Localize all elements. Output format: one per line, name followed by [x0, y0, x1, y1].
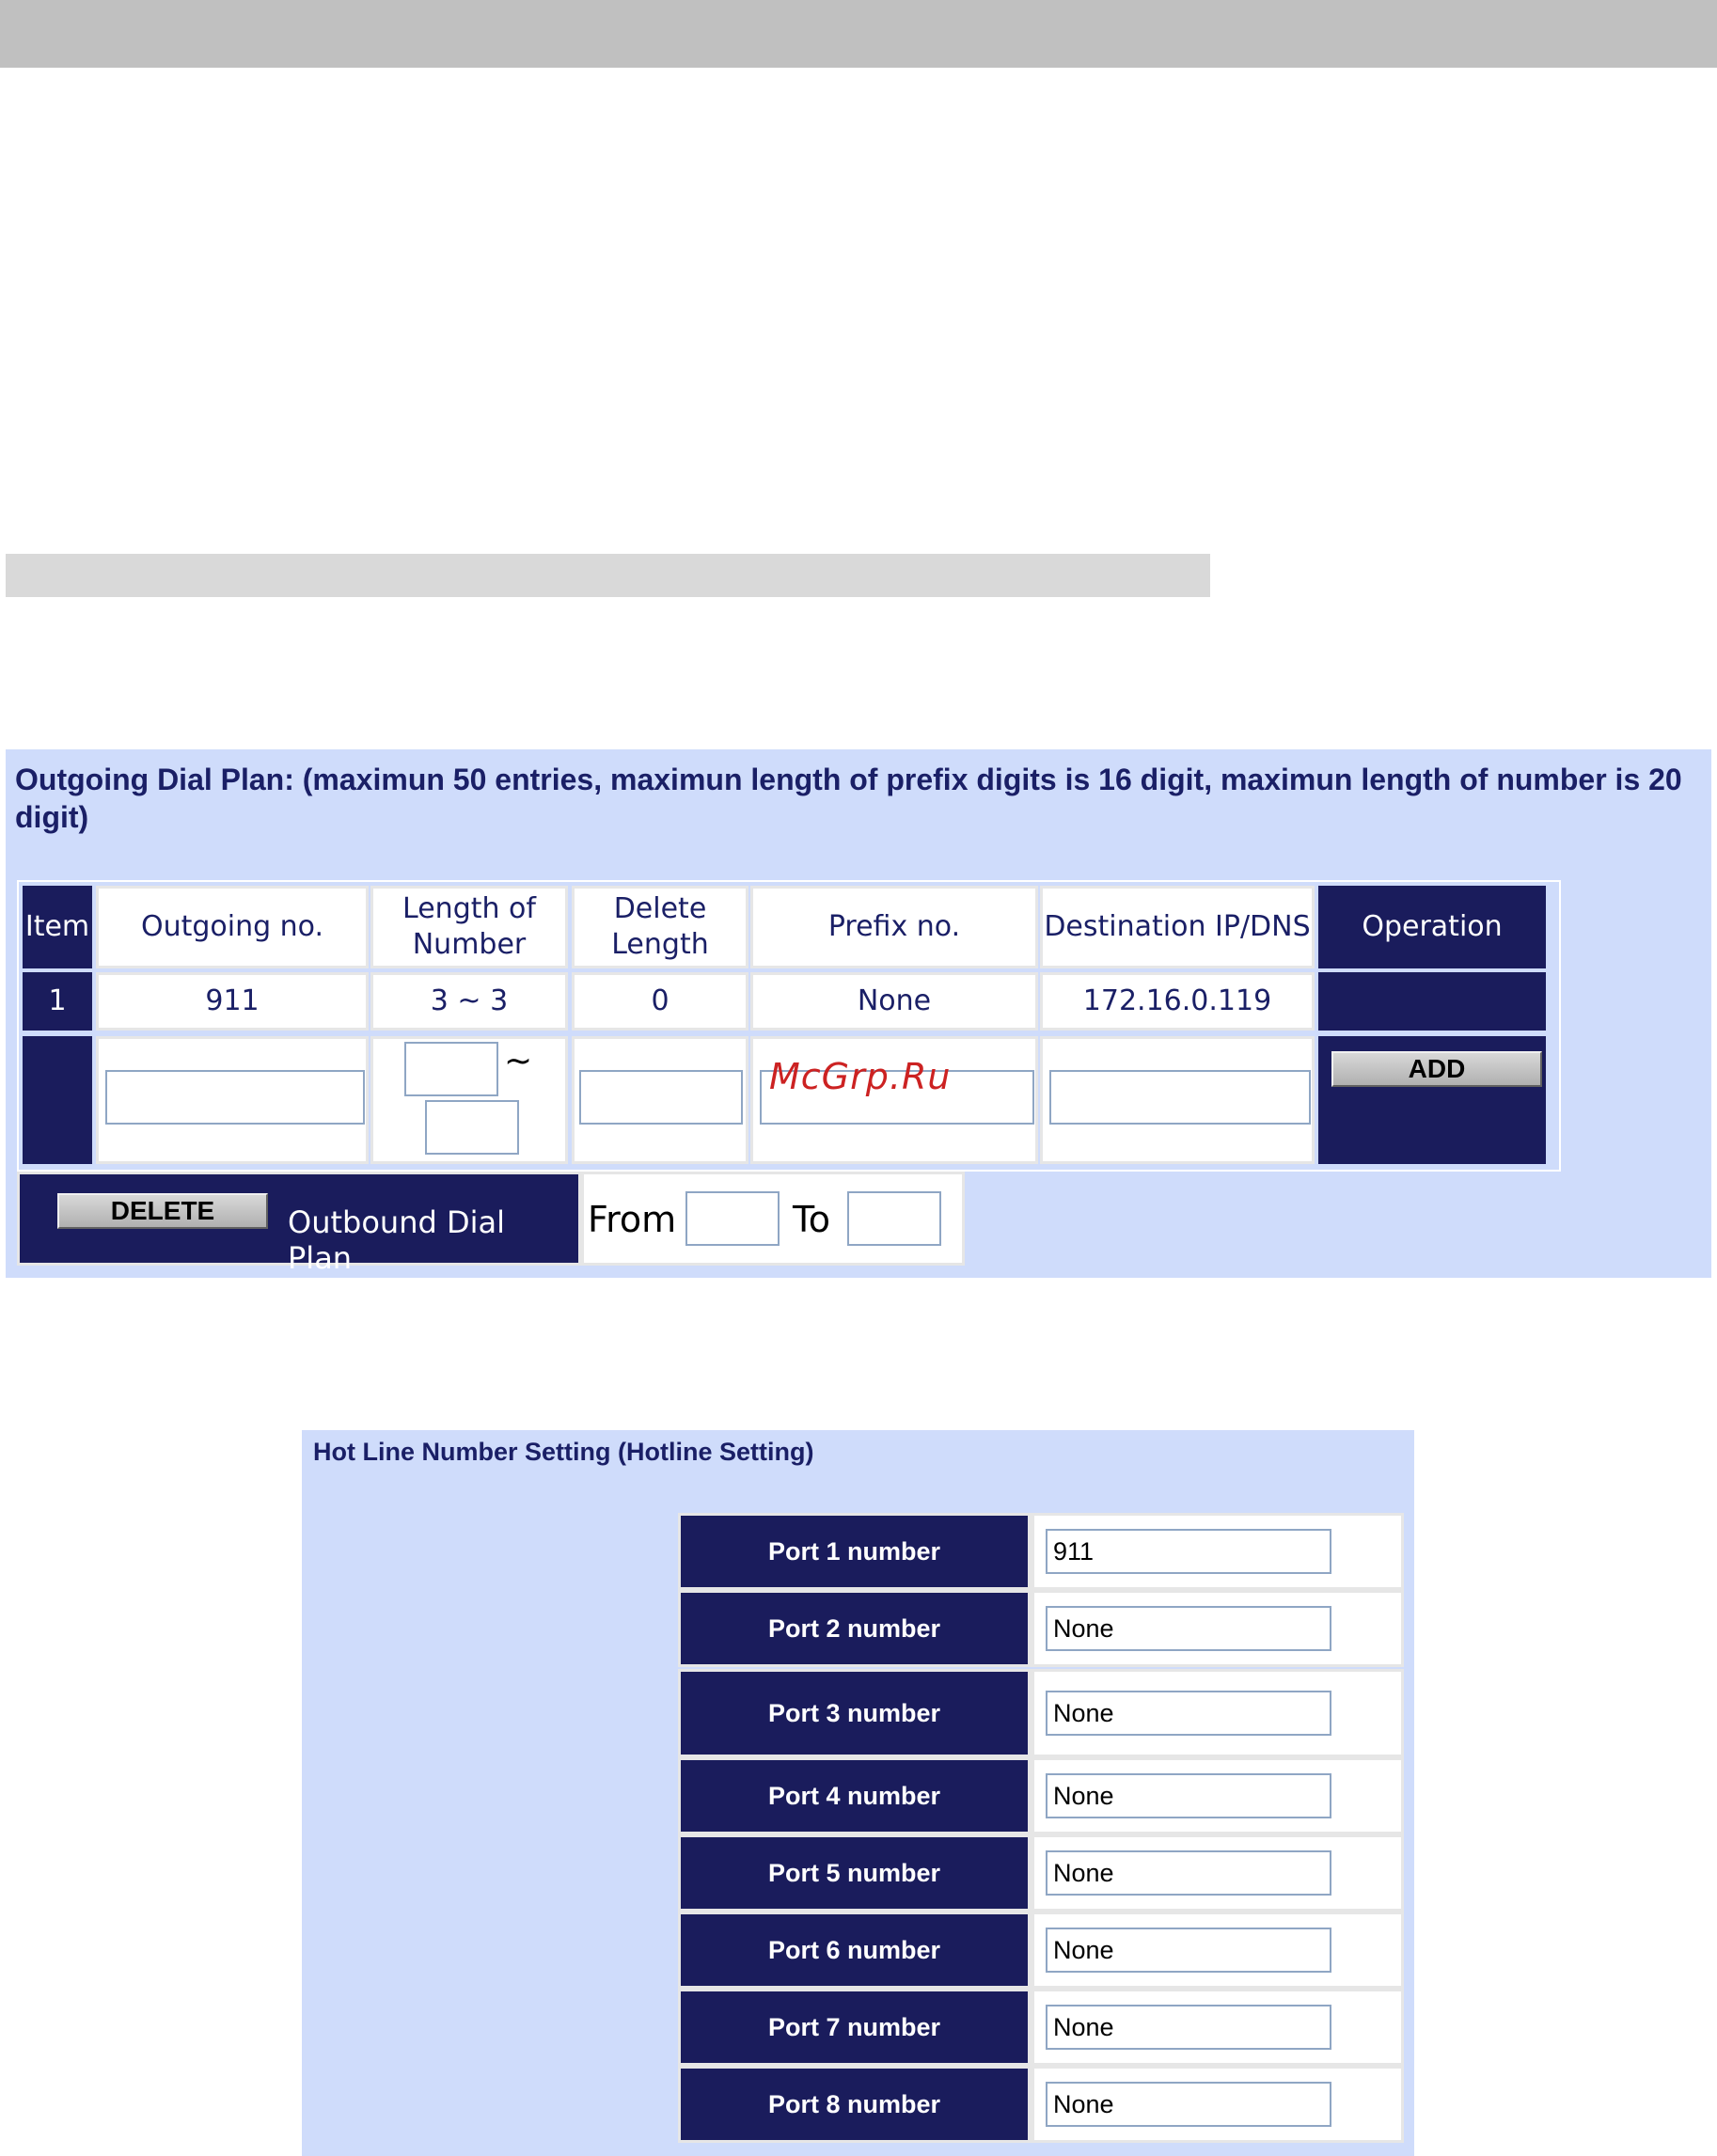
- header-delete-length: Delete Length: [572, 886, 748, 968]
- port-row: [678, 1513, 1404, 1590]
- from-label: From: [588, 1199, 677, 1240]
- port-4-cell: [1032, 1757, 1404, 1834]
- header-item: Item: [23, 886, 92, 968]
- port-6-number-input[interactable]: None: [1046, 1928, 1331, 1973]
- port-5-number-input[interactable]: None: [1046, 1850, 1331, 1896]
- port-8-label: Port 8 number: [678, 2066, 1032, 2143]
- length-tilde: ~: [504, 1042, 533, 1080]
- port-row: [678, 1834, 1404, 1912]
- port-4-number-input[interactable]: None: [1046, 1773, 1331, 1818]
- port-8-cell: [1032, 2066, 1404, 2143]
- port-6-cell: [1032, 1912, 1404, 1989]
- delete-from-input[interactable]: [685, 1191, 780, 1246]
- port-2-label: Port 2 number: [678, 1590, 1032, 1667]
- delete-dial-plan-row: [17, 1172, 965, 1276]
- port-7-label: Port 7 number: [678, 1989, 1032, 2066]
- row1-delete-length: 0: [572, 972, 748, 1031]
- port-8-number-input[interactable]: None: [1046, 2082, 1331, 2127]
- port-1-label: Port 1 number: [678, 1513, 1032, 1590]
- port-row: [678, 1669, 1404, 1757]
- port-row: [678, 2066, 1404, 2143]
- row1-operation: [1318, 972, 1546, 1031]
- port-2-cell: [1032, 1590, 1404, 1667]
- new-outgoing-no-input[interactable]: [105, 1070, 365, 1125]
- outbound-dial-plan-label: Outbound Dial Plan: [288, 1204, 505, 1276]
- top-header-bar: [0, 0, 1717, 68]
- header-destination: Destination IP/DNS: [1040, 886, 1315, 968]
- section-divider-bar: [6, 554, 1210, 597]
- port-6-label: Port 6 number: [678, 1912, 1032, 1989]
- hotline-title: Hot Line Number Setting (Hotline Setting): [313, 1438, 814, 1466]
- header-prefix-no: Prefix no.: [750, 886, 1038, 968]
- port-7-number-input[interactable]: None: [1046, 2005, 1331, 2050]
- port-1-cell: [1032, 1513, 1404, 1590]
- row1-length: 3 ~ 3: [370, 972, 568, 1031]
- delete-to-input[interactable]: [847, 1191, 941, 1246]
- length-min-input[interactable]: [404, 1042, 498, 1096]
- port-3-label: Port 3 number: [678, 1669, 1032, 1757]
- header-length-of-number: Length of Number: [370, 886, 568, 968]
- outgoing-dial-plan-panel: [6, 749, 1711, 1278]
- add-button[interactable]: ADD: [1331, 1051, 1542, 1087]
- port-3-cell: [1032, 1669, 1404, 1757]
- row1-outgoing-no: 911: [96, 972, 369, 1031]
- watermark-text: McGrp.Ru: [769, 1056, 952, 1097]
- dial-plan-table: [17, 880, 1561, 1172]
- new-delete-length-input[interactable]: [579, 1070, 743, 1125]
- row1-prefix-no: None: [750, 972, 1038, 1031]
- port-row: [678, 1590, 1404, 1667]
- port-5-cell: [1032, 1834, 1404, 1912]
- length-max-input[interactable]: [425, 1100, 519, 1155]
- row1-item: 1: [23, 972, 92, 1031]
- row1-destination: 172.16.0.119: [1040, 972, 1315, 1031]
- port-7-cell: [1032, 1989, 1404, 2066]
- header-outgoing-no: Outgoing no.: [96, 886, 369, 968]
- port-row: [678, 1989, 1404, 2066]
- hotline-panel: [302, 1430, 1414, 2156]
- new-destination-input[interactable]: [1049, 1070, 1311, 1125]
- dial-plan-title: Outgoing Dial Plan: (maximun 50 entries, maximun length of prefix digits is 16 digit, maximun length of number is 20 digit): [15, 763, 1682, 834]
- port-2-number-input[interactable]: None: [1046, 1606, 1331, 1651]
- port-1-number-input[interactable]: 911: [1046, 1529, 1331, 1574]
- port-3-number-input[interactable]: None: [1046, 1691, 1331, 1736]
- header-operation: Operation: [1318, 886, 1546, 968]
- port-row: [678, 1757, 1404, 1834]
- delete-dial-plan-cell: [17, 1172, 581, 1276]
- port-row: [678, 1912, 1404, 1989]
- port-5-label: Port 5 number: [678, 1834, 1032, 1912]
- port-4-label: Port 4 number: [678, 1757, 1032, 1834]
- new-row-item: [23, 1036, 92, 1164]
- delete-range-cell: [581, 1172, 965, 1266]
- delete-button[interactable]: DELETE: [57, 1193, 268, 1229]
- to-label: To: [793, 1199, 831, 1240]
